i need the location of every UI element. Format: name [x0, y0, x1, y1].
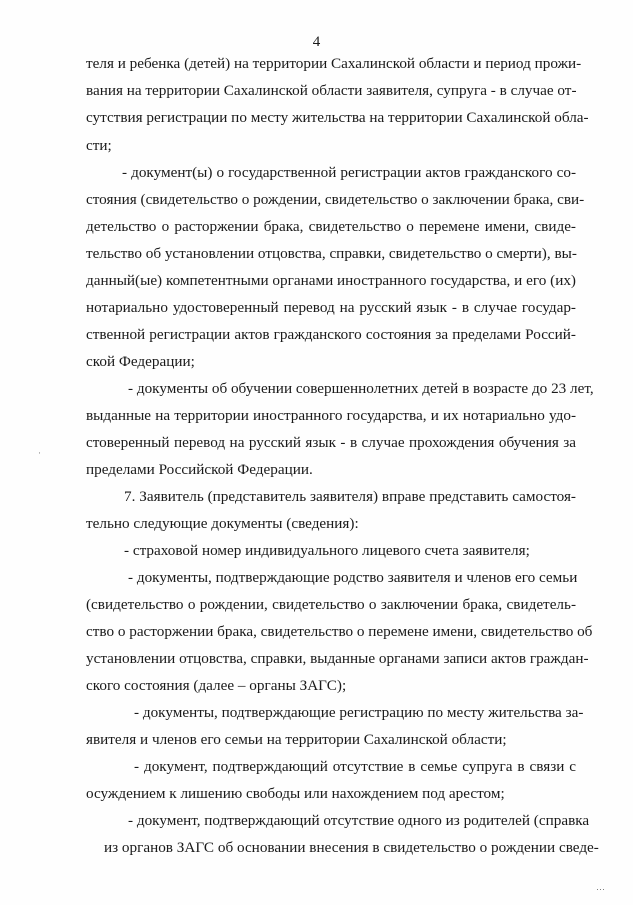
text-line: 7. Заявитель (представитель заявителя) вправе представить самостоя- — [124, 488, 576, 505]
text-line: стоверенный перевод на русский язык - в случае прохождения обучения за — [86, 434, 576, 451]
text-line: тельно следующие документы (сведения): — [86, 515, 359, 532]
text-line: выданные на территории иностранного государства, и их нотариально удо- — [86, 407, 576, 424]
text-line: ской Федерации; — [86, 353, 195, 370]
text-line: тельство об установлении отцовства, справки, свидетельство о смерти), вы- — [86, 245, 577, 262]
text-line: явителя и членов его семьи на территории Сахалинской области; — [86, 731, 507, 748]
scan-speck: ⋯ — [596, 884, 605, 894]
text-line: вания на территории Сахалинской области заявителя, супруга - в случае от- — [86, 82, 577, 99]
text-line: ственной регистрации актов гражданского состояния за пределами Россий- — [86, 326, 576, 343]
page-number: 4 — [312, 34, 321, 50]
scan-speck: · — [38, 448, 41, 458]
text-line: детельство о расторжении брака, свидетельство о перемене имени, свиде- — [86, 218, 576, 235]
text-line: нотариально удостоверенный перевод на русский язык - в случае государ- — [86, 299, 576, 316]
text-line: - документ, подтверждающий отсутствие одного из родителей (справка — [128, 812, 590, 829]
text-line: ского состояния (далее – органы ЗАГС); — [86, 677, 347, 694]
text-line: сти; — [86, 137, 112, 154]
text-line: - документ, подтверждающий отсутствие в семье супруга в связи с — [134, 758, 576, 775]
text-line: пределами Российской Федерации. — [86, 461, 313, 478]
text-line: - документы, подтверждающие родство заявителя и членов его семьи — [128, 569, 578, 586]
text-line: установлении отцовства, справки, выданные органами записи актов граждан- — [86, 650, 589, 667]
text-line: - документы об обучении совершеннолетних детей в возрасте до 23 лет, — [128, 380, 594, 397]
text-line: ство о расторжении брака, свидетельство о перемене имени, свидетельство об — [86, 623, 593, 640]
text-line: стояния (свидетельство о рождении, свидетельство о заключении брака, сви- — [86, 191, 585, 208]
text-line: теля и ребенка (детей) на территории Сахалинской области и период прожи- — [86, 55, 582, 72]
text-line: из органов ЗАГС об основании внесения в свидетельство о рождении сведе- — [104, 839, 599, 856]
text-line: - документ(ы) о государственной регистрации актов гражданского со- — [122, 164, 576, 181]
text-line: осуждением к лишению свободы или нахождением под арестом; — [86, 785, 505, 802]
text-line: - документы, подтверждающие регистрацию по месту жительства за- — [134, 704, 584, 721]
text-line: сутствия регистрации по месту жительства на территории Сахалинской обла- — [86, 109, 589, 126]
text-line: - страховой номер индивидуального лицевого счета заявителя; — [124, 542, 530, 559]
text-line: (свидетельство о рождении, свидетельство о заключении брака, свидетель- — [86, 596, 576, 613]
text-line: данный(ые) компетентными органами иностранного государства, и его (их) — [86, 272, 576, 289]
